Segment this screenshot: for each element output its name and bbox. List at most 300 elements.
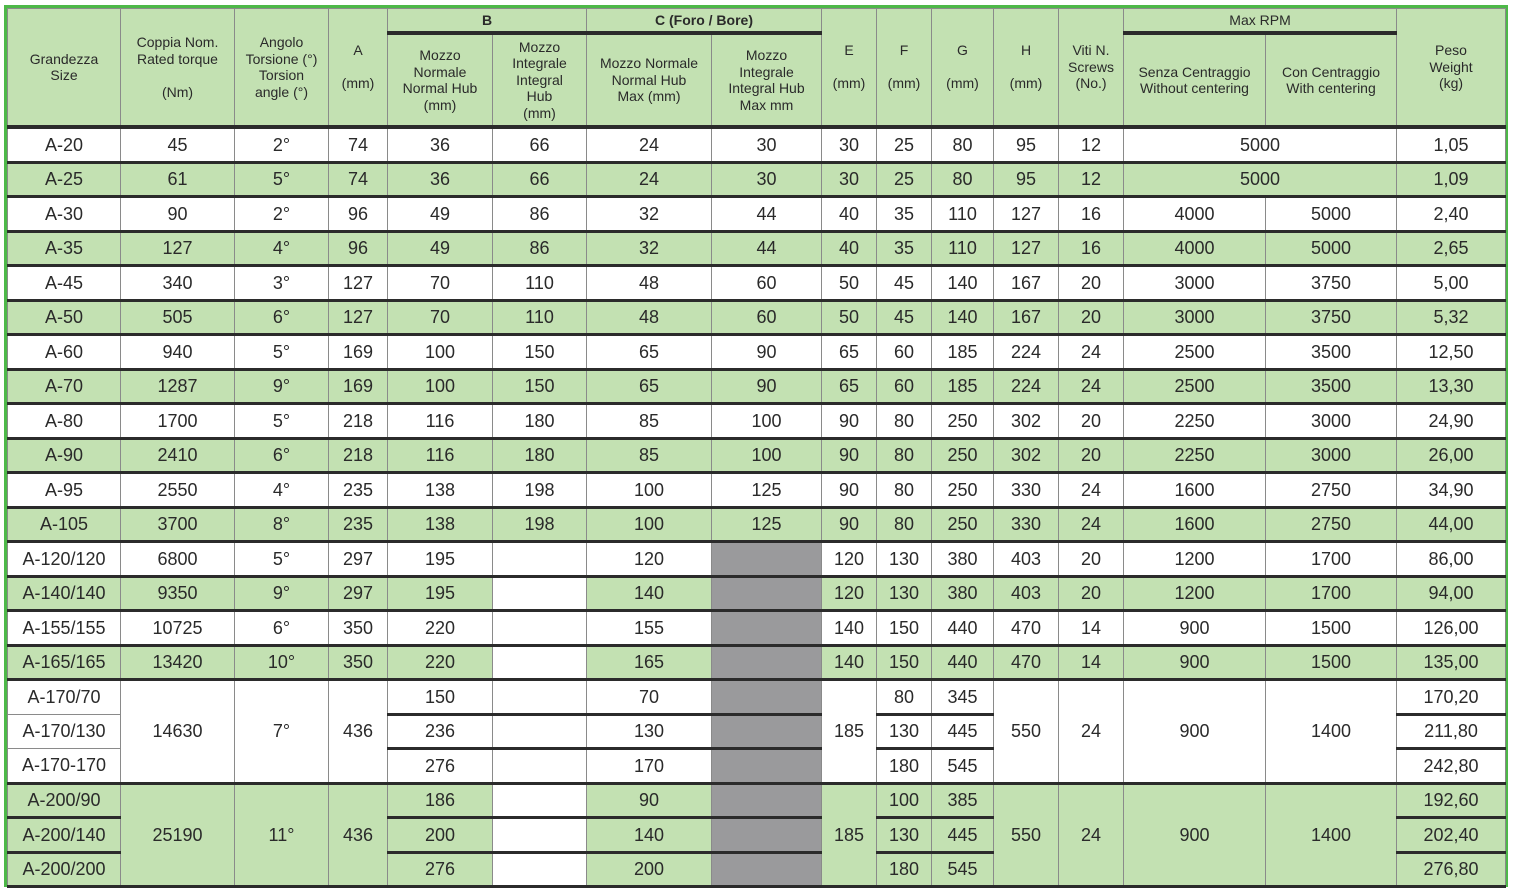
cell-h: 127 (994, 197, 1059, 232)
cell-e: 90 (822, 404, 877, 439)
cell-size: A-35 (8, 231, 121, 266)
cell-weight: 13,30 (1397, 369, 1506, 404)
cell-angle: 5° (235, 162, 329, 197)
cell-b-integral (493, 542, 587, 577)
cell-angle: 3° (235, 266, 329, 301)
cell-torque: 1700 (121, 404, 235, 439)
cell-rpm-with: 3000 (1266, 404, 1397, 439)
table-row (8, 438, 1506, 473)
cell-size: A-25 (8, 162, 121, 197)
table-row (8, 231, 1506, 266)
cell-size: A-30 (8, 197, 121, 232)
table-row (8, 162, 1506, 197)
table-row (8, 369, 1506, 404)
cell-c-normal: 100 (587, 507, 712, 542)
cell-a: 436 (329, 680, 388, 784)
cell-b-normal: 195 (388, 542, 493, 577)
cell-rpm-with: 3500 (1266, 369, 1397, 404)
cell-a: 297 (329, 576, 388, 611)
cell-size: A-200/140 (8, 818, 121, 853)
cell-angle: 2° (235, 197, 329, 232)
cell-h: 167 (994, 300, 1059, 335)
cell-h: 95 (994, 162, 1059, 197)
cell-a: 127 (329, 266, 388, 301)
cell-e: 140 (822, 645, 877, 680)
cell-weight: 24,90 (1397, 404, 1506, 439)
cell-weight: 242,80 (1397, 749, 1506, 784)
cell-c-integral (712, 783, 822, 818)
table-row (8, 783, 1506, 818)
cell-b-normal: 236 (388, 714, 493, 749)
cell-screws: 24 (1059, 369, 1124, 404)
cell-weight: 86,00 (1397, 542, 1506, 577)
cell-screws: 20 (1059, 576, 1124, 611)
cell-b-integral: 198 (493, 473, 587, 508)
cell-g: 380 (932, 542, 994, 577)
cell-size: A-105 (8, 507, 121, 542)
cell-size: A-170/130 (8, 714, 121, 749)
cell-e: 65 (822, 369, 877, 404)
cell-torque: 505 (121, 300, 235, 335)
cell-g: 445 (932, 714, 994, 749)
cell-c-normal: 90 (587, 783, 712, 818)
cell-h: 127 (994, 231, 1059, 266)
cell-weight: 34,90 (1397, 473, 1506, 508)
cell-torque: 13420 (121, 645, 235, 680)
cell-e: 120 (822, 542, 877, 577)
cell-g: 80 (932, 127, 994, 162)
cell-weight: 94,00 (1397, 576, 1506, 611)
table-row (8, 680, 1506, 715)
cell-c-normal: 130 (587, 714, 712, 749)
cell-a: 169 (329, 369, 388, 404)
header-screws: Viti N. Screws (No.) (1059, 9, 1124, 128)
cell-h: 224 (994, 335, 1059, 370)
cell-e: 185 (822, 680, 877, 784)
cell-torque: 940 (121, 335, 235, 370)
cell-size: A-70 (8, 369, 121, 404)
table-row (8, 197, 1506, 232)
cell-b-integral: 150 (493, 369, 587, 404)
cell-angle: 6° (235, 611, 329, 646)
cell-e: 120 (822, 576, 877, 611)
cell-b-integral: 198 (493, 507, 587, 542)
cell-size: A-20 (8, 127, 121, 162)
cell-weight: 1,09 (1397, 162, 1506, 197)
cell-e: 30 (822, 162, 877, 197)
cell-b-integral (493, 818, 587, 853)
cell-b-normal: 116 (388, 438, 493, 473)
table-row (8, 335, 1506, 370)
cell-torque: 25190 (121, 783, 235, 887)
cell-b-integral (493, 576, 587, 611)
cell-f: 35 (877, 231, 932, 266)
cell-torque: 90 (121, 197, 235, 232)
cell-screws: 24 (1059, 335, 1124, 370)
cell-screws: 12 (1059, 127, 1124, 162)
cell-b-normal: 100 (388, 335, 493, 370)
cell-c-normal: 65 (587, 335, 712, 370)
cell-weight: 1,05 (1397, 127, 1506, 162)
cell-rpm-without: 900 (1124, 783, 1266, 887)
cell-rpm-with: 2750 (1266, 473, 1397, 508)
cell-c-integral (712, 852, 822, 887)
cell-c-integral: 90 (712, 335, 822, 370)
cell-rpm-with: 3750 (1266, 300, 1397, 335)
cell-angle: 4° (235, 231, 329, 266)
cell-screws: 16 (1059, 197, 1124, 232)
cell-torque: 45 (121, 127, 235, 162)
cell-screws: 14 (1059, 645, 1124, 680)
header-rpm-with: Con Centraggio With centering (1266, 33, 1397, 127)
cell-e: 90 (822, 507, 877, 542)
cell-weight: 44,00 (1397, 507, 1506, 542)
cell-size: A-140/140 (8, 576, 121, 611)
cell-g: 380 (932, 576, 994, 611)
cell-c-normal: 140 (587, 818, 712, 853)
cell-rpm-without: 900 (1124, 645, 1266, 680)
cell-angle: 2° (235, 127, 329, 162)
cell-weight: 276,80 (1397, 852, 1506, 887)
header-angle: Angolo Torsione (°) Torsion angle (°) (235, 9, 329, 128)
cell-weight: 202,40 (1397, 818, 1506, 853)
cell-g: 545 (932, 749, 994, 784)
cell-h: 470 (994, 645, 1059, 680)
cell-c-normal: 48 (587, 300, 712, 335)
table-row (8, 473, 1506, 508)
cell-b-normal: 195 (388, 576, 493, 611)
cell-a: 74 (329, 127, 388, 162)
cell-f: 130 (877, 576, 932, 611)
cell-rpm-without: 900 (1124, 611, 1266, 646)
cell-b-integral (493, 714, 587, 749)
cell-f: 45 (877, 300, 932, 335)
cell-e: 50 (822, 266, 877, 301)
cell-c-integral: 125 (712, 507, 822, 542)
header-group-c: C (Foro / Bore) (587, 9, 822, 34)
cell-f: 80 (877, 507, 932, 542)
cell-screws: 16 (1059, 231, 1124, 266)
table-row (8, 507, 1506, 542)
cell-b-integral: 66 (493, 127, 587, 162)
cell-g: 250 (932, 438, 994, 473)
cell-rpm-with: 1400 (1266, 783, 1397, 887)
cell-h: 330 (994, 507, 1059, 542)
cell-weight: 5,32 (1397, 300, 1506, 335)
cell-b-integral: 66 (493, 162, 587, 197)
cell-size: A-170/70 (8, 680, 121, 715)
cell-b-integral (493, 680, 587, 715)
cell-weight: 192,60 (1397, 783, 1506, 818)
cell-weight: 5,00 (1397, 266, 1506, 301)
cell-rpm-with: 1400 (1266, 680, 1397, 784)
cell-angle: 5° (235, 335, 329, 370)
cell-e: 40 (822, 231, 877, 266)
cell-angle: 5° (235, 542, 329, 577)
cell-e: 90 (822, 438, 877, 473)
cell-c-integral (712, 542, 822, 577)
cell-c-integral: 100 (712, 404, 822, 439)
cell-c-integral (712, 749, 822, 784)
table-row (8, 300, 1506, 335)
cell-a: 350 (329, 645, 388, 680)
cell-c-integral: 44 (712, 231, 822, 266)
cell-b-normal: 49 (388, 231, 493, 266)
cell-angle: 9° (235, 576, 329, 611)
cell-screws: 20 (1059, 266, 1124, 301)
cell-a: 74 (329, 162, 388, 197)
cell-f: 25 (877, 162, 932, 197)
table-row (8, 645, 1506, 680)
cell-b-integral: 150 (493, 335, 587, 370)
table-row (8, 576, 1506, 611)
cell-a: 436 (329, 783, 388, 887)
cell-f: 130 (877, 818, 932, 853)
cell-g: 440 (932, 611, 994, 646)
cell-rpm-without: 3000 (1124, 300, 1266, 335)
cell-size: A-165/165 (8, 645, 121, 680)
cell-f: 130 (877, 714, 932, 749)
cell-rpm-without: 1200 (1124, 542, 1266, 577)
cell-g: 140 (932, 266, 994, 301)
cell-e: 65 (822, 335, 877, 370)
cell-g: 110 (932, 197, 994, 232)
cell-f: 80 (877, 680, 932, 715)
cell-e: 140 (822, 611, 877, 646)
cell-rpm-with: 3500 (1266, 335, 1397, 370)
cell-size: A-200/200 (8, 852, 121, 887)
cell-angle: 6° (235, 300, 329, 335)
cell-h: 95 (994, 127, 1059, 162)
cell-rpm-without: 2500 (1124, 335, 1266, 370)
cell-f: 150 (877, 645, 932, 680)
cell-c-normal: 24 (587, 127, 712, 162)
cell-angle: 11° (235, 783, 329, 887)
cell-rpm-with: 1500 (1266, 611, 1397, 646)
cell-screws: 20 (1059, 300, 1124, 335)
cell-g: 110 (932, 231, 994, 266)
cell-weight: 12,50 (1397, 335, 1506, 370)
cell-h: 302 (994, 404, 1059, 439)
cell-rpm-without: 1200 (1124, 576, 1266, 611)
header-size: Grandezza Size (8, 9, 121, 128)
cell-g: 80 (932, 162, 994, 197)
cell-b-normal: 220 (388, 645, 493, 680)
cell-c-integral: 100 (712, 438, 822, 473)
cell-f: 35 (877, 197, 932, 232)
cell-rpm-with: 5000 (1266, 197, 1397, 232)
cell-b-integral (493, 645, 587, 680)
cell-size: A-90 (8, 438, 121, 473)
cell-torque: 9350 (121, 576, 235, 611)
header-h: H (mm) (994, 9, 1059, 128)
cell-c-integral: 90 (712, 369, 822, 404)
cell-rpm-with: 1700 (1266, 542, 1397, 577)
cell-rpm-with: 3000 (1266, 438, 1397, 473)
cell-h: 403 (994, 542, 1059, 577)
cell-f: 60 (877, 369, 932, 404)
cell-c-normal: 32 (587, 197, 712, 232)
cell-h: 224 (994, 369, 1059, 404)
cell-screws: 12 (1059, 162, 1124, 197)
cell-c-integral: 30 (712, 162, 822, 197)
cell-size: A-50 (8, 300, 121, 335)
cell-rpm-with: 3750 (1266, 266, 1397, 301)
cell-g: 250 (932, 404, 994, 439)
cell-b-integral (493, 611, 587, 646)
cell-torque: 127 (121, 231, 235, 266)
table-row (8, 542, 1506, 577)
header-weight: Peso Weight (kg) (1397, 9, 1506, 128)
cell-weight: 2,40 (1397, 197, 1506, 232)
cell-b-normal: 200 (388, 818, 493, 853)
cell-c-normal: 85 (587, 404, 712, 439)
cell-screws: 24 (1059, 507, 1124, 542)
cell-h: 330 (994, 473, 1059, 508)
cell-f: 80 (877, 404, 932, 439)
cell-torque: 61 (121, 162, 235, 197)
cell-torque: 2410 (121, 438, 235, 473)
cell-rpm-with: 1700 (1266, 576, 1397, 611)
cell-g: 250 (932, 473, 994, 508)
cell-screws: 20 (1059, 542, 1124, 577)
table-body (8, 127, 1506, 887)
cell-torque: 3700 (121, 507, 235, 542)
cell-c-integral: 60 (712, 266, 822, 301)
cell-c-normal: 100 (587, 473, 712, 508)
header-torque: Coppia Nom. Rated torque (Nm) (121, 9, 235, 128)
cell-weight: 2,65 (1397, 231, 1506, 266)
cell-size: A-45 (8, 266, 121, 301)
cell-g: 385 (932, 783, 994, 818)
cell-a: 218 (329, 404, 388, 439)
table-header (8, 9, 1506, 128)
cell-c-normal: 48 (587, 266, 712, 301)
table-row (8, 404, 1506, 439)
cell-b-normal: 70 (388, 266, 493, 301)
header-f: F (mm) (877, 9, 932, 128)
cell-a: 297 (329, 542, 388, 577)
cell-angle: 9° (235, 369, 329, 404)
cell-c-normal: 120 (587, 542, 712, 577)
cell-angle: 4° (235, 473, 329, 508)
cell-a: 235 (329, 473, 388, 508)
cell-rpm-without: 1600 (1124, 473, 1266, 508)
cell-c-integral (712, 576, 822, 611)
cell-b-normal: 150 (388, 680, 493, 715)
cell-b-integral: 110 (493, 266, 587, 301)
cell-size: A-120/120 (8, 542, 121, 577)
cell-b-normal: 36 (388, 162, 493, 197)
header-group-b: B (388, 9, 587, 34)
cell-e: 30 (822, 127, 877, 162)
cell-f: 180 (877, 852, 932, 887)
cell-torque: 2550 (121, 473, 235, 508)
cell-f: 130 (877, 542, 932, 577)
header-a: A (mm) (329, 9, 388, 128)
cell-screws: 20 (1059, 438, 1124, 473)
cell-h: 403 (994, 576, 1059, 611)
header-c-normal: Mozzo Normale Normal Hub Max (mm) (587, 33, 712, 127)
cell-b-integral: 86 (493, 197, 587, 232)
cell-torque: 1287 (121, 369, 235, 404)
cell-b-integral (493, 783, 587, 818)
cell-torque: 6800 (121, 542, 235, 577)
cell-b-normal: 138 (388, 473, 493, 508)
cell-b-normal: 276 (388, 852, 493, 887)
cell-c-integral: 60 (712, 300, 822, 335)
cell-rpm-without: 1600 (1124, 507, 1266, 542)
cell-f: 100 (877, 783, 932, 818)
cell-a: 169 (329, 335, 388, 370)
cell-f: 80 (877, 473, 932, 508)
cell-b-integral (493, 749, 587, 784)
cell-torque: 10725 (121, 611, 235, 646)
cell-e: 40 (822, 197, 877, 232)
cell-size: A-155/155 (8, 611, 121, 646)
cell-angle: 8° (235, 507, 329, 542)
cell-c-integral: 44 (712, 197, 822, 232)
cell-c-normal: 200 (587, 852, 712, 887)
cell-c-normal: 170 (587, 749, 712, 784)
cell-size: A-60 (8, 335, 121, 370)
cell-angle: 7° (235, 680, 329, 784)
table-row (8, 266, 1506, 301)
cell-c-integral (712, 645, 822, 680)
cell-torque: 340 (121, 266, 235, 301)
cell-a: 350 (329, 611, 388, 646)
cell-f: 25 (877, 127, 932, 162)
table-row (8, 127, 1506, 162)
cell-g: 545 (932, 852, 994, 887)
header-b-integral: Mozzo Integrale Integral Hub (mm) (493, 33, 587, 127)
header-rpm-without: Senza Centraggio Without centering (1124, 33, 1266, 127)
cell-c-integral: 30 (712, 127, 822, 162)
cell-c-normal: 165 (587, 645, 712, 680)
coupling-spec-table-frame (4, 5, 1508, 887)
cell-weight: 126,00 (1397, 611, 1506, 646)
cell-b-normal: 138 (388, 507, 493, 542)
cell-a: 235 (329, 507, 388, 542)
cell-c-integral (712, 611, 822, 646)
header-c-integral: Mozzo Integrale Integral Hub Max mm (712, 33, 822, 127)
cell-h: 470 (994, 611, 1059, 646)
cell-c-normal: 140 (587, 576, 712, 611)
cell-torque: 14630 (121, 680, 235, 784)
cell-g: 185 (932, 369, 994, 404)
cell-b-normal: 116 (388, 404, 493, 439)
cell-rpm-without: 4000 (1124, 231, 1266, 266)
header-g: G (mm) (932, 9, 994, 128)
header-e: E (mm) (822, 9, 877, 128)
cell-b-integral: 180 (493, 404, 587, 439)
cell-rpm-without: 5000 (1124, 127, 1397, 162)
cell-g: 140 (932, 300, 994, 335)
cell-e: 90 (822, 473, 877, 508)
cell-rpm-without: 900 (1124, 680, 1266, 784)
cell-f: 180 (877, 749, 932, 784)
cell-angle: 5° (235, 404, 329, 439)
cell-f: 45 (877, 266, 932, 301)
cell-rpm-without: 2500 (1124, 369, 1266, 404)
cell-b-normal: 220 (388, 611, 493, 646)
cell-c-normal: 65 (587, 369, 712, 404)
cell-angle: 6° (235, 438, 329, 473)
cell-a: 96 (329, 197, 388, 232)
cell-h: 302 (994, 438, 1059, 473)
cell-a: 127 (329, 300, 388, 335)
cell-b-normal: 49 (388, 197, 493, 232)
